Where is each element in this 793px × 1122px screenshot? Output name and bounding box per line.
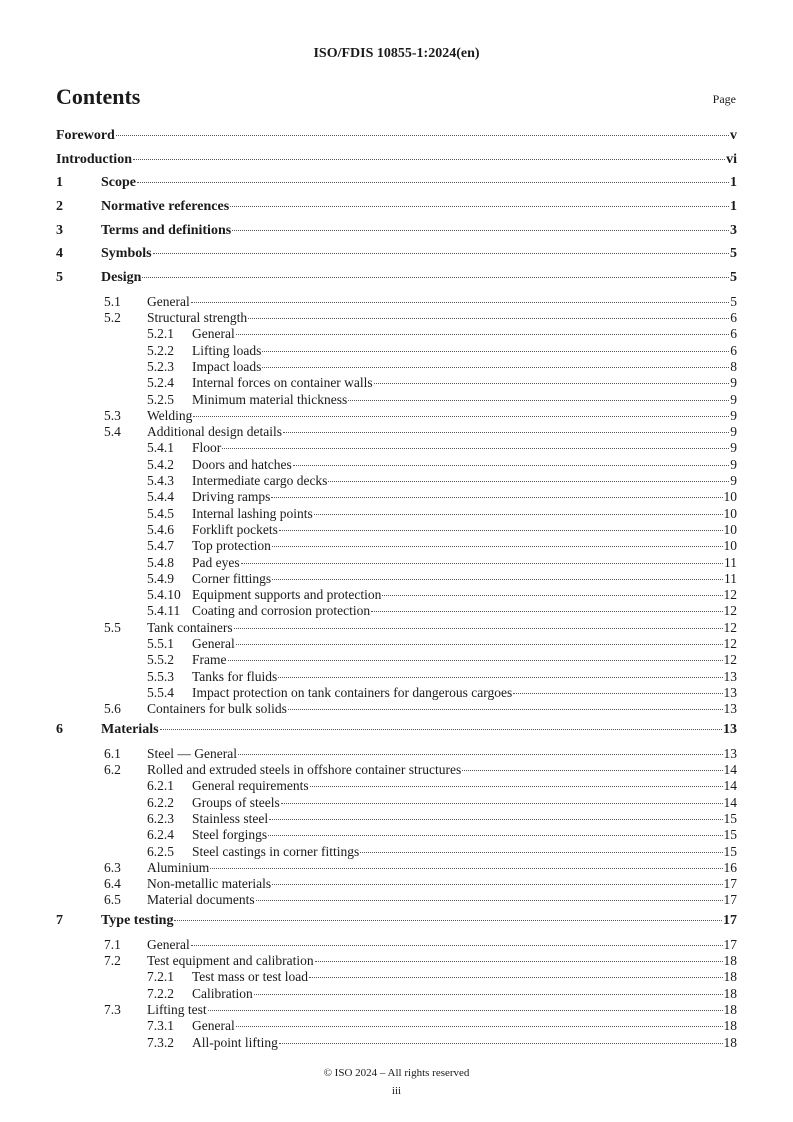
toc-entry-page: 17 <box>723 913 737 929</box>
toc-entry-title: Aluminium <box>147 859 210 875</box>
toc-entry[interactable] <box>56 913 737 937</box>
toc-entry-number: 7.3.1 <box>147 1018 174 1034</box>
toc-entry[interactable] <box>56 844 737 860</box>
toc-entry-page: 12 <box>723 619 737 635</box>
toc-entry-number: 6.2.5 <box>147 843 174 859</box>
dot-leader <box>262 351 729 352</box>
toc-entry-page: 9 <box>730 424 737 440</box>
toc-entry-number: 5.3 <box>104 407 121 423</box>
toc-entry-page: 13 <box>723 745 737 761</box>
toc-entry-page: 18 <box>723 953 737 969</box>
toc-entry[interactable] <box>56 636 737 652</box>
dot-leader <box>348 400 729 401</box>
page-title: Contents <box>56 84 141 109</box>
dot-leader <box>254 994 723 995</box>
toc-entry-number: 5.6 <box>104 701 121 717</box>
toc-entry-title: Lifting loads <box>192 342 262 358</box>
dot-leader <box>374 383 730 384</box>
toc-entry-page: vi <box>726 151 737 167</box>
toc-entry-title: General <box>192 326 235 342</box>
toc-entry-title: General requirements <box>192 778 309 794</box>
dot-leader <box>328 481 729 482</box>
dot-leader <box>133 159 725 160</box>
toc-entry-title: General <box>147 936 190 952</box>
toc-entry-title: Minimum material thickness <box>192 391 348 407</box>
dot-leader <box>116 135 729 136</box>
dot-leader <box>269 819 722 820</box>
dot-leader <box>142 277 729 278</box>
toc-entry-number: 7.3.2 <box>147 1034 174 1050</box>
toc-entry-title: Steel — General <box>147 745 237 761</box>
dot-leader <box>310 786 723 787</box>
dot-leader <box>268 835 722 836</box>
dot-leader <box>382 595 722 596</box>
toc-entry-number: 5.4.6 <box>147 521 174 537</box>
toc-entry[interactable] <box>56 1018 737 1034</box>
toc-entry[interactable] <box>56 555 737 571</box>
toc-entry-number: 1 <box>56 175 63 191</box>
dot-leader <box>230 206 729 207</box>
toc-entry-title: Rolled and extruded steels in offshore container structures <box>147 762 462 778</box>
toc-entry-title: General <box>192 1018 235 1034</box>
toc-entry-number: 7.1 <box>104 936 121 952</box>
toc-entry[interactable] <box>56 392 737 408</box>
toc-entry-title: Test equipment and calibration <box>147 953 314 969</box>
toc-entry-title: Type testing <box>101 913 174 929</box>
toc-entry-page: 9 <box>730 391 737 407</box>
toc-entry-page: 5 <box>730 270 737 286</box>
toc-entry-number: 6.2.2 <box>147 794 174 810</box>
toc-entry[interactable] <box>56 937 737 953</box>
page-number: iii <box>391 1085 402 1097</box>
toc-entry-number: 5.5.4 <box>147 684 174 700</box>
toc-entry[interactable] <box>56 892 737 908</box>
toc-entry[interactable] <box>56 424 737 440</box>
toc-entry-page: 1 <box>730 175 737 191</box>
dot-leader <box>236 644 723 645</box>
toc-entry[interactable] <box>56 270 737 294</box>
toc-entry-number: 5.4.3 <box>147 473 174 489</box>
toc-entry[interactable] <box>56 359 737 375</box>
toc-entry[interactable] <box>56 1035 737 1051</box>
toc-entry-title: Floor <box>192 440 222 456</box>
toc-entry[interactable] <box>56 326 737 342</box>
toc-entry-page: 14 <box>723 778 737 794</box>
toc-entry[interactable] <box>56 408 737 424</box>
toc-entry-page: 18 <box>723 1002 737 1018</box>
dot-leader <box>278 677 722 678</box>
toc-entry-number: 5.4.1 <box>147 440 174 456</box>
toc-entry-number: 5.5.2 <box>147 652 174 668</box>
toc-entry[interactable] <box>56 953 737 969</box>
toc-entry[interactable] <box>56 986 737 1002</box>
toc-entry[interactable] <box>56 1002 737 1018</box>
dot-leader <box>160 729 722 730</box>
toc-entry-number: 5.4.2 <box>147 456 174 472</box>
toc-entry[interactable] <box>56 294 737 310</box>
toc-entry-page: 13 <box>723 684 737 700</box>
toc-entry[interactable] <box>56 969 737 985</box>
toc-entry-title: Terms and definitions <box>101 222 232 238</box>
toc-entry[interactable] <box>56 722 737 746</box>
toc-entry-title: General <box>147 293 190 309</box>
toc-entry-title: Test mass or test load <box>192 969 309 985</box>
toc-entry-number: 5.2 <box>104 310 121 326</box>
dot-leader <box>256 900 723 901</box>
dot-leader <box>241 563 723 564</box>
toc-entry-title: Introduction <box>56 151 132 167</box>
toc-entry-title: Steel forgings <box>192 827 268 843</box>
toc-entry-page: v <box>730 128 737 143</box>
toc-entry-number: 6.2.4 <box>147 827 174 843</box>
dot-leader <box>191 302 730 303</box>
dot-leader <box>272 546 723 547</box>
toc-entry-number: 5.4.11 <box>147 603 181 619</box>
toc-entry-number: 7.3 <box>104 1002 121 1018</box>
dot-leader <box>314 514 723 515</box>
toc-entry-page: 10 <box>723 521 737 537</box>
toc-entry-title: Symbols <box>101 246 152 262</box>
toc-entry-number: 6.2 <box>104 762 121 778</box>
toc-entry-number: 5.2.4 <box>147 375 174 391</box>
toc-entry[interactable] <box>56 762 737 778</box>
toc-entry-title: Stainless steel <box>192 810 269 826</box>
toc-entry-page: 6 <box>730 342 737 358</box>
toc-entry-number: 5 <box>56 270 63 286</box>
toc-entry-title: Materials <box>101 722 159 738</box>
dot-leader <box>279 1043 723 1044</box>
dot-leader <box>153 253 729 254</box>
toc-entry-title: Foreword <box>56 128 115 143</box>
dot-leader <box>371 611 722 612</box>
toc-entry-number: 6.5 <box>104 892 121 908</box>
toc-entry[interactable] <box>56 620 737 636</box>
dot-leader <box>315 961 723 962</box>
toc-entry-number: 5.5 <box>104 619 121 635</box>
dot-leader <box>248 318 729 319</box>
toc-entry-page: 15 <box>723 843 737 859</box>
toc-entry-title: Normative references <box>101 199 230 215</box>
toc-entry-page: 15 <box>723 827 737 843</box>
table-of-contents <box>56 128 737 1051</box>
toc-entry-number: 5.5.3 <box>147 668 174 684</box>
toc-entry-number: 5.4.9 <box>147 570 174 586</box>
toc-entry-page: 12 <box>723 603 737 619</box>
toc-entry-number: 5.5.1 <box>147 636 174 652</box>
toc-entry-title: Containers for bulk solids <box>147 701 287 717</box>
toc-entry[interactable] <box>56 375 737 391</box>
toc-entry-title: Lifting test <box>147 1002 207 1018</box>
dot-leader <box>293 465 730 466</box>
toc-entry-number: 5.2.1 <box>147 326 174 342</box>
toc-entry[interactable] <box>56 522 737 538</box>
dot-leader <box>271 497 722 498</box>
toc-entry[interactable] <box>56 876 737 892</box>
toc-entry[interactable] <box>56 440 737 456</box>
dot-leader <box>272 884 722 885</box>
toc-entry-title: All-point lifting <box>192 1034 278 1050</box>
toc-entry-title: Pad eyes <box>192 554 240 570</box>
toc-entry-title: Driving ramps <box>192 489 271 505</box>
toc-entry[interactable] <box>56 746 737 762</box>
toc-entry[interactable] <box>56 571 737 587</box>
toc-entry-number: 2 <box>56 199 63 215</box>
toc-entry-page: 11 <box>724 554 737 570</box>
toc-entry-number: 6 <box>56 722 63 738</box>
toc-entry[interactable] <box>56 223 737 247</box>
toc-entry-title: Material documents <box>147 892 255 908</box>
toc-entry-title: Design <box>101 270 142 286</box>
toc-entry-page: 10 <box>723 538 737 554</box>
toc-entry-page: 17 <box>723 876 737 892</box>
toc-entry-title: Coating and corrosion protection <box>192 603 371 619</box>
toc-entry-number: 7.2.2 <box>147 985 174 1001</box>
toc-entry-page: 17 <box>723 892 737 908</box>
toc-entry-page: 18 <box>723 985 737 1001</box>
toc-entry-page: 18 <box>723 969 737 985</box>
dot-leader <box>236 1026 723 1027</box>
dot-leader <box>288 709 723 710</box>
toc-entry-number: 7 <box>56 913 63 929</box>
toc-entry-page: 14 <box>723 794 737 810</box>
toc-entry-number: 6.1 <box>104 745 121 761</box>
toc-entry-page: 9 <box>730 473 737 489</box>
page-column-label: Page <box>712 92 736 106</box>
toc-entry[interactable] <box>56 128 737 152</box>
dot-leader <box>513 693 722 694</box>
dot-leader <box>309 977 722 978</box>
toc-entry-page: 15 <box>723 810 737 826</box>
toc-entry-title: Frame <box>192 652 227 668</box>
dot-leader <box>360 852 722 853</box>
toc-entry[interactable] <box>56 811 737 827</box>
dot-leader <box>462 770 722 771</box>
toc-entry[interactable] <box>56 199 737 223</box>
copyright-footer: © ISO 2024 – All rights reserved <box>323 1067 470 1079</box>
toc-entry-page: 10 <box>723 489 737 505</box>
toc-entry-title: Doors and hatches <box>192 456 292 472</box>
toc-entry-page: 8 <box>730 359 737 374</box>
toc-entry-page: 5 <box>730 293 737 309</box>
toc-entry-number: 5.2.2 <box>147 342 174 358</box>
dot-leader <box>279 530 723 531</box>
toc-entry-number: 5.4.10 <box>147 587 181 603</box>
toc-entry[interactable] <box>56 778 737 794</box>
toc-entry-page: 13 <box>723 722 737 738</box>
toc-entry-number: 5.2.5 <box>147 391 174 407</box>
dot-leader <box>193 416 729 417</box>
dot-leader <box>222 448 729 449</box>
toc-entry-number: 6.3 <box>104 859 121 875</box>
dot-leader <box>262 367 729 368</box>
dot-leader <box>210 868 722 869</box>
toc-entry-title: Calibration <box>192 985 253 1001</box>
toc-entry-page: 11 <box>724 570 737 586</box>
toc-entry-number: 7.2 <box>104 953 121 969</box>
toc-entry-page: 14 <box>723 762 737 778</box>
toc-entry[interactable] <box>56 152 737 176</box>
toc-entry-number: 7.2.1 <box>147 969 174 985</box>
dot-leader <box>174 920 722 921</box>
toc-entry[interactable] <box>56 175 737 199</box>
toc-entry-title: Intermediate cargo decks <box>192 473 328 489</box>
toc-entry-page: 5 <box>730 246 737 262</box>
toc-entry-title: Tank containers <box>147 619 233 635</box>
toc-entry-title: Forklift pockets <box>192 521 278 537</box>
toc-entry[interactable] <box>56 669 737 685</box>
toc-entry-title: Equipment supports and protection <box>192 587 382 603</box>
toc-entry-number: 5.4.7 <box>147 538 174 554</box>
dot-leader <box>283 432 729 433</box>
toc-entry-title: Groups of steels <box>192 794 280 810</box>
toc-entry-number: 6.2.1 <box>147 778 174 794</box>
toc-entry-page: 6 <box>730 310 737 326</box>
dot-leader <box>232 230 729 231</box>
toc-entry-number: 5.4.5 <box>147 505 174 521</box>
toc-entry-page: 10 <box>723 505 737 521</box>
toc-entry[interactable] <box>56 701 737 717</box>
toc-entry-page: 9 <box>730 375 737 391</box>
toc-entry-page: 12 <box>723 587 737 603</box>
toc-entry[interactable] <box>56 827 737 843</box>
toc-entry-title: Additional design details <box>147 424 282 440</box>
toc-entry-title: Scope <box>101 175 136 191</box>
toc-entry[interactable] <box>56 246 737 270</box>
toc-entry[interactable] <box>56 538 737 554</box>
toc-entry-page: 9 <box>730 456 737 472</box>
toc-entry[interactable] <box>56 587 737 603</box>
toc-entry-number: 5.4 <box>104 424 121 440</box>
dot-leader <box>208 1010 723 1011</box>
toc-entry-page: 1 <box>730 199 737 215</box>
toc-entry-page: 18 <box>723 1018 737 1034</box>
toc-entry-page: 12 <box>723 652 737 668</box>
toc-entry-page: 6 <box>730 326 737 342</box>
dot-leader <box>191 945 723 946</box>
toc-entry-page: 16 <box>723 859 737 875</box>
toc-entry-number: 3 <box>56 222 63 238</box>
toc-entry-title: Internal forces on container walls <box>192 375 373 391</box>
toc-entry-title: Welding <box>147 407 193 423</box>
toc-entry-number: 5.1 <box>104 293 121 309</box>
toc-entry-title: General <box>192 636 235 652</box>
toc-entry-number: 5.2.3 <box>147 359 174 374</box>
toc-entry-title: Top protection <box>192 538 271 554</box>
dot-leader <box>281 803 723 804</box>
toc-entry[interactable] <box>56 603 737 619</box>
toc-entry-page: 9 <box>730 407 737 423</box>
toc-entry[interactable] <box>56 652 737 668</box>
toc-entry-title: Non-metallic materials <box>147 876 272 892</box>
toc-entry-number: 4 <box>56 246 63 262</box>
toc-entry-page: 3 <box>730 222 737 238</box>
toc-entry-number: 5.4.4 <box>147 489 174 505</box>
dot-leader <box>238 754 723 755</box>
toc-entry-title: Corner fittings <box>192 570 272 586</box>
toc-entry[interactable] <box>56 860 737 876</box>
toc-entry-number: 6.2.3 <box>147 810 174 826</box>
toc-entry[interactable] <box>56 310 737 326</box>
toc-entry-page: 18 <box>723 1034 737 1050</box>
toc-entry[interactable] <box>56 473 737 489</box>
toc-entry-title: Steel castings in corner fittings <box>192 843 360 859</box>
toc-entry-page: 9 <box>730 440 737 456</box>
toc-entry[interactable] <box>56 489 737 505</box>
toc-entry-number: 6.4 <box>104 876 121 892</box>
toc-entry[interactable] <box>56 343 737 359</box>
document-header: ISO/FDIS 10855-1:2024(en) <box>313 46 480 61</box>
toc-entry[interactable] <box>56 685 737 701</box>
dot-leader <box>272 579 723 580</box>
dot-leader <box>234 628 723 629</box>
toc-entry-title: Impact loads <box>192 359 262 374</box>
toc-entry-page: 17 <box>723 936 737 952</box>
dot-leader <box>228 660 723 661</box>
toc-entry[interactable] <box>56 506 737 522</box>
toc-entry-page: 13 <box>723 701 737 717</box>
toc-entry-title: Tanks for fluids <box>192 668 278 684</box>
toc-entry-title: Structural strength <box>147 310 248 326</box>
toc-entry-page: 13 <box>723 668 737 684</box>
toc-entry-page: 12 <box>723 636 737 652</box>
toc-entry[interactable] <box>56 457 737 473</box>
dot-leader <box>236 334 730 335</box>
toc-entry-title: Impact protection on tank containers for dangerous cargoes <box>192 684 513 700</box>
toc-entry[interactable] <box>56 795 737 811</box>
dot-leader <box>137 182 729 183</box>
toc-entry-number: 5.4.8 <box>147 554 174 570</box>
toc-entry-title: Internal lashing points <box>192 505 313 521</box>
